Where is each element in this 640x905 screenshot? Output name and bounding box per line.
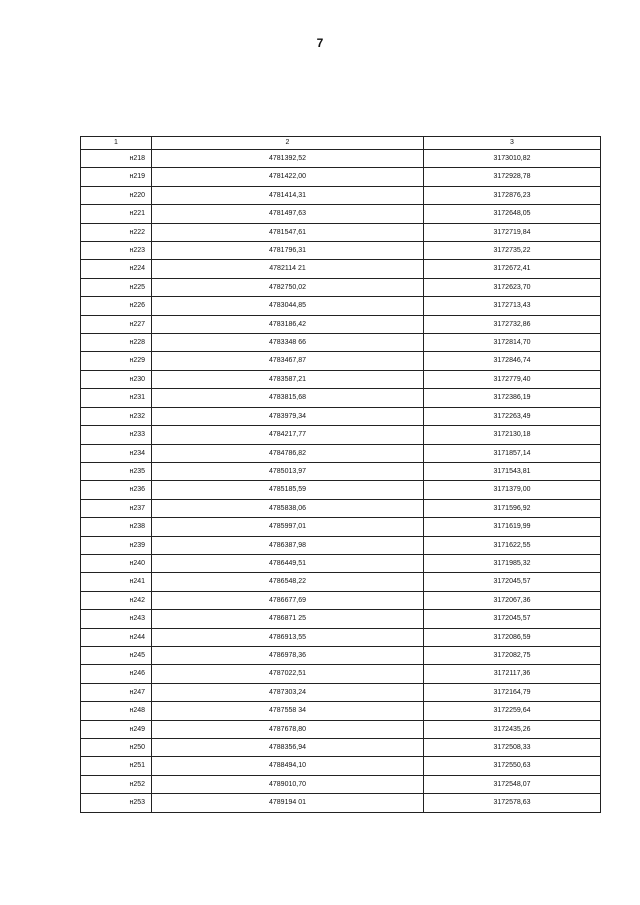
point-cell: н222 [81, 223, 152, 241]
y-coordinate-cell: 3172548,07 [424, 775, 601, 793]
table-row [81, 757, 601, 775]
y-coordinate-cell: 3172648,05 [424, 205, 601, 223]
table-row [81, 775, 601, 793]
table-row [81, 481, 601, 499]
point-cell: н220 [81, 186, 152, 204]
y-coordinate-cell: 3171379,00 [424, 481, 601, 499]
table-row [81, 665, 601, 683]
table-row [81, 150, 601, 168]
y-coordinate-cell: 3172876,23 [424, 186, 601, 204]
table-row [81, 499, 601, 517]
y-coordinate-cell: 3172623,70 [424, 278, 601, 296]
x-coordinate-cell: 4786677,69 [152, 591, 424, 609]
point-cell: н234 [81, 444, 152, 462]
table-row [81, 683, 601, 701]
x-coordinate-cell: 4789010,70 [152, 775, 424, 793]
y-coordinate-cell: 3172259,64 [424, 702, 601, 720]
point-cell: н219 [81, 168, 152, 186]
table-row [81, 223, 601, 241]
point-cell: н233 [81, 426, 152, 444]
table-row [81, 168, 601, 186]
x-coordinate-cell: 4786871 25 [152, 610, 424, 628]
table-row [81, 242, 601, 260]
y-coordinate-cell: 3172578,63 [424, 794, 601, 812]
table-row [81, 444, 601, 462]
x-coordinate-cell: 4787303,24 [152, 683, 424, 701]
x-coordinate-cell: 4783467,87 [152, 352, 424, 370]
point-cell: н248 [81, 702, 152, 720]
table-row [81, 610, 601, 628]
y-coordinate-cell: 3172435,26 [424, 720, 601, 738]
page-number: 7 [316, 36, 324, 50]
point-cell: н230 [81, 370, 152, 388]
table-row [81, 389, 601, 407]
column-header-x: 2 [152, 137, 424, 150]
x-coordinate-cell: 4781392,52 [152, 150, 424, 168]
x-coordinate-cell: 4786913,55 [152, 628, 424, 646]
coordinates-table [80, 136, 601, 813]
x-coordinate-cell: 4784217,77 [152, 426, 424, 444]
table-row [81, 573, 601, 591]
y-coordinate-cell: 3172386,19 [424, 389, 601, 407]
y-coordinate-cell: 3172067,36 [424, 591, 601, 609]
table-row [81, 628, 601, 646]
x-coordinate-cell: 4789194 01 [152, 794, 424, 812]
point-cell: н218 [81, 150, 152, 168]
y-coordinate-cell: 3172732,86 [424, 315, 601, 333]
table-row [81, 702, 601, 720]
y-coordinate-cell: 3172719,84 [424, 223, 601, 241]
x-coordinate-cell: 4787022,51 [152, 665, 424, 683]
x-coordinate-cell: 4785013,97 [152, 462, 424, 480]
y-coordinate-cell: 3173010,82 [424, 150, 601, 168]
x-coordinate-cell: 4783348 66 [152, 334, 424, 352]
x-coordinate-cell: 4784786,82 [152, 444, 424, 462]
x-coordinate-cell: 4781497,63 [152, 205, 424, 223]
y-coordinate-cell: 3172846,74 [424, 352, 601, 370]
x-coordinate-cell: 4781414,31 [152, 186, 424, 204]
table-row [81, 536, 601, 554]
table-row [81, 186, 601, 204]
y-coordinate-cell: 3172814,70 [424, 334, 601, 352]
y-coordinate-cell: 3172508,33 [424, 739, 601, 757]
x-coordinate-cell: 4786449,51 [152, 554, 424, 572]
x-coordinate-cell: 4786548,22 [152, 573, 424, 591]
point-cell: н226 [81, 297, 152, 315]
y-coordinate-cell: 3172045,57 [424, 573, 601, 591]
point-cell: н224 [81, 260, 152, 278]
point-cell: н225 [81, 278, 152, 296]
y-coordinate-cell: 3172045,57 [424, 610, 601, 628]
y-coordinate-cell: 3172928,78 [424, 168, 601, 186]
point-cell: н221 [81, 205, 152, 223]
point-cell: н250 [81, 739, 152, 757]
y-coordinate-cell: 3172117,36 [424, 665, 601, 683]
table-row [81, 370, 601, 388]
table-row [81, 278, 601, 296]
x-coordinate-cell: 4781547,61 [152, 223, 424, 241]
y-coordinate-cell: 3172735,22 [424, 242, 601, 260]
x-coordinate-cell: 4783044,85 [152, 297, 424, 315]
point-cell: н242 [81, 591, 152, 609]
point-cell: н252 [81, 775, 152, 793]
table-row [81, 334, 601, 352]
x-coordinate-cell: 4782114 21 [152, 260, 424, 278]
x-coordinate-cell: 4783587,21 [152, 370, 424, 388]
point-cell: н239 [81, 536, 152, 554]
point-cell: н245 [81, 646, 152, 664]
y-coordinate-cell: 3172779,40 [424, 370, 601, 388]
x-coordinate-cell: 4781796,31 [152, 242, 424, 260]
table-row [81, 205, 601, 223]
x-coordinate-cell: 4783815,68 [152, 389, 424, 407]
x-coordinate-cell: 4782750,02 [152, 278, 424, 296]
point-cell: н253 [81, 794, 152, 812]
table-row [81, 315, 601, 333]
table-row [81, 462, 601, 480]
y-coordinate-cell: 3172713,43 [424, 297, 601, 315]
table-header-row [81, 137, 601, 150]
table-row [81, 646, 601, 664]
point-cell: н240 [81, 554, 152, 572]
table-row [81, 720, 601, 738]
y-coordinate-cell: 3172672,41 [424, 260, 601, 278]
y-coordinate-cell: 3172550,63 [424, 757, 601, 775]
x-coordinate-cell: 4785997,01 [152, 518, 424, 536]
point-cell: н237 [81, 499, 152, 517]
x-coordinate-cell: 4785838,06 [152, 499, 424, 517]
x-coordinate-cell: 4785185,59 [152, 481, 424, 499]
point-cell: н249 [81, 720, 152, 738]
table-row [81, 352, 601, 370]
y-coordinate-cell: 3171622,55 [424, 536, 601, 554]
point-cell: н235 [81, 462, 152, 480]
point-cell: н241 [81, 573, 152, 591]
y-coordinate-cell: 3171857,14 [424, 444, 601, 462]
point-cell: н243 [81, 610, 152, 628]
point-cell: н238 [81, 518, 152, 536]
table-row [81, 297, 601, 315]
point-cell: н227 [81, 315, 152, 333]
point-cell: н223 [81, 242, 152, 260]
x-coordinate-cell: 4788494,10 [152, 757, 424, 775]
point-cell: н247 [81, 683, 152, 701]
point-cell: н251 [81, 757, 152, 775]
y-coordinate-cell: 3171543,81 [424, 462, 601, 480]
table-row [81, 591, 601, 609]
point-cell: н232 [81, 407, 152, 425]
x-coordinate-cell: 4788356,94 [152, 739, 424, 757]
x-coordinate-cell: 4787558 34 [152, 702, 424, 720]
table-row [81, 794, 601, 812]
x-coordinate-cell: 4786978,36 [152, 646, 424, 664]
column-header-point: 1 [81, 137, 152, 150]
y-coordinate-cell: 3172263,49 [424, 407, 601, 425]
x-coordinate-cell: 4783979,34 [152, 407, 424, 425]
y-coordinate-cell: 3171596,92 [424, 499, 601, 517]
x-coordinate-cell: 4787678,80 [152, 720, 424, 738]
y-coordinate-cell: 3171985,32 [424, 554, 601, 572]
table-row [81, 739, 601, 757]
y-coordinate-cell: 3172086,59 [424, 628, 601, 646]
point-cell: н236 [81, 481, 152, 499]
table-row [81, 426, 601, 444]
point-cell: н244 [81, 628, 152, 646]
point-cell: н229 [81, 352, 152, 370]
y-coordinate-cell: 3171619,99 [424, 518, 601, 536]
column-header-y: 3 [424, 137, 601, 150]
table-row [81, 518, 601, 536]
y-coordinate-cell: 3172130,18 [424, 426, 601, 444]
point-cell: н246 [81, 665, 152, 683]
point-cell: н228 [81, 334, 152, 352]
table-row [81, 407, 601, 425]
y-coordinate-cell: 3172082,75 [424, 646, 601, 664]
x-coordinate-cell: 4783186,42 [152, 315, 424, 333]
x-coordinate-cell: 4786387,98 [152, 536, 424, 554]
point-cell: н231 [81, 389, 152, 407]
table-body [81, 150, 601, 813]
x-coordinate-cell: 4781422,00 [152, 168, 424, 186]
table-row [81, 260, 601, 278]
table-row [81, 554, 601, 572]
y-coordinate-cell: 3172164,79 [424, 683, 601, 701]
